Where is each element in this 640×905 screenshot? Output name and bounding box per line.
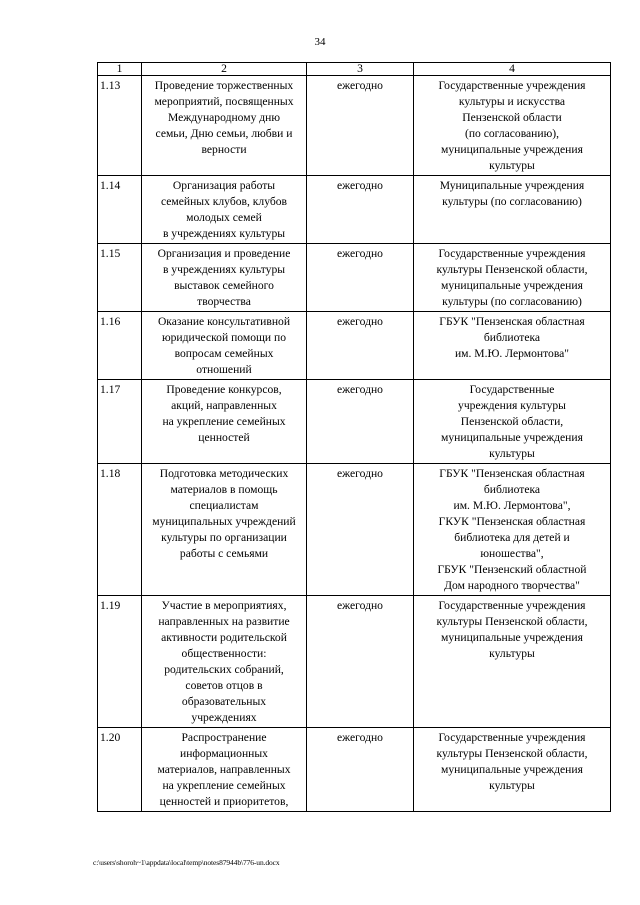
responsible-cell <box>414 312 611 380</box>
responsible-cell <box>414 596 611 728</box>
responsible-line: библиотека <box>483 483 541 496</box>
event-line: семьи, Дню семьи, любви и <box>155 127 293 140</box>
responsible-line: культуры <box>489 447 535 460</box>
event-line: Организация работы <box>172 179 276 192</box>
responsible-line: культуры Пензенской области, <box>436 615 588 628</box>
responsible-line: муниципальные учреждения <box>441 631 583 644</box>
responsible-line: ГБУК "Пензенский областной <box>437 563 587 576</box>
event-line: Оказание консультативной <box>157 315 291 328</box>
event-line: муниципальных учреждений <box>152 515 296 528</box>
event-line: молодых семей <box>186 211 262 224</box>
table-row <box>98 596 611 728</box>
table-row <box>98 464 611 596</box>
plan-table <box>97 62 611 812</box>
row-number: 1.18 <box>98 464 142 596</box>
responsible-line: культуры Пензенской области, <box>436 263 588 276</box>
event-line: Проведение торжественных <box>154 79 294 92</box>
responsible-line: ГБУК "Пензенская областная <box>439 467 585 480</box>
event-cell <box>142 312 307 380</box>
row-number: 1.14 <box>98 176 142 244</box>
event-line: советов отцов в <box>185 679 263 692</box>
responsible-line: муниципальные учреждения <box>441 143 583 156</box>
responsible-cell <box>414 464 611 596</box>
event-cell <box>142 76 307 176</box>
responsible-line: Государственные учреждения <box>438 247 586 260</box>
row-number: 1.17 <box>98 380 142 464</box>
responsible-line: культуры <box>489 159 535 172</box>
responsible-line: муниципальные учреждения <box>441 763 583 776</box>
responsible-line: культуры Пензенской области, <box>436 747 588 760</box>
row-number: 1.13 <box>98 76 142 176</box>
event-line: выставок семейного <box>174 279 274 292</box>
period-cell: ежегодно <box>307 596 414 728</box>
event-line: информационных <box>180 747 268 760</box>
header-cell-period: 3 <box>307 63 414 76</box>
event-line: материалов в помощь <box>170 483 278 496</box>
event-line: отношений <box>196 363 252 376</box>
responsible-cell <box>414 176 611 244</box>
header-cell-number: 1 <box>98 63 142 76</box>
event-line: семейных клубов, клубов <box>160 195 288 208</box>
responsible-cell <box>414 380 611 464</box>
event-line: акций, направленных <box>171 399 277 412</box>
row-number: 1.20 <box>98 728 142 812</box>
event-line: Международному дню <box>167 111 281 124</box>
event-line: учреждениях <box>191 711 257 724</box>
responsible-line: Государственные учреждения <box>438 599 586 612</box>
event-line: общественности: <box>181 647 267 660</box>
event-line: родительских собраний, <box>164 663 284 676</box>
responsible-line: культуры (по согласованию) <box>442 195 582 208</box>
event-cell <box>142 596 307 728</box>
responsible-line: Государственные <box>469 383 555 396</box>
file-path-footer: c:\users\shoroh~1\appdata\local\temp\notes87944b\776-un.docx <box>93 858 280 867</box>
row-number: 1.16 <box>98 312 142 380</box>
period-cell: ежегодно <box>307 312 414 380</box>
table-row <box>98 244 611 312</box>
event-cell <box>142 464 307 596</box>
event-line: в учреждениях культуры <box>162 227 286 240</box>
period-cell: ежегодно <box>307 728 414 812</box>
responsible-line: культуры <box>489 779 535 792</box>
table-row <box>98 380 611 464</box>
event-line: Организация и проведение <box>157 247 291 260</box>
event-line: образовательных <box>181 695 267 708</box>
event-line: Распространение <box>181 731 267 744</box>
responsible-line: Дом народного творчества" <box>444 579 580 592</box>
header-cell-responsible: 4 <box>414 63 611 76</box>
responsible-line: ГБУК "Пензенская областная <box>439 315 585 328</box>
responsible-line: муниципальные учреждения <box>441 431 583 444</box>
event-line: творчества <box>197 295 251 308</box>
responsible-line: культуры и искусства <box>458 95 566 108</box>
event-cell <box>142 728 307 812</box>
period-cell: ежегодно <box>307 76 414 176</box>
event-line: Участие в мероприятиях, <box>161 599 287 612</box>
responsible-cell <box>414 76 611 176</box>
event-line: ценностей и приоритетов, <box>159 795 289 808</box>
period-cell: ежегодно <box>307 380 414 464</box>
responsible-line: юношества", <box>480 547 544 560</box>
responsible-line: ГКУК "Пензенская областная <box>438 515 586 528</box>
event-line: в учреждениях культуры <box>162 263 286 276</box>
table-row <box>98 312 611 380</box>
event-cell <box>142 244 307 312</box>
table-row <box>98 76 611 176</box>
event-line: культуры по организации <box>161 531 287 544</box>
responsible-line: учреждения культуры <box>458 399 566 412</box>
period-cell: ежегодно <box>307 464 414 596</box>
responsible-line: муниципальные учреждения <box>441 279 583 292</box>
responsible-line: им. М.Ю. Лермонтова", <box>453 499 571 512</box>
event-line: Подготовка методических <box>159 467 289 480</box>
page-number: 34 <box>314 36 326 48</box>
responsible-line: культуры <box>489 647 535 660</box>
period-cell: ежегодно <box>307 176 414 244</box>
responsible-line: библиотека для детей и <box>454 531 570 544</box>
event-line: ценностей <box>198 431 250 444</box>
responsible-line: Муниципальные учреждения <box>439 179 585 192</box>
period-cell: ежегодно <box>307 244 414 312</box>
responsible-line: им. М.Ю. Лермонтова" <box>454 347 570 360</box>
event-line: мероприятий, посвященных <box>154 95 294 108</box>
event-line: специалистам <box>189 499 259 512</box>
event-line: направленных на развитие <box>158 615 290 628</box>
responsible-line: Пензенской области, <box>460 415 564 428</box>
responsible-cell <box>414 244 611 312</box>
header-cell-event: 2 <box>142 63 307 76</box>
event-cell <box>142 176 307 244</box>
event-line: вопросам семейных <box>174 347 274 360</box>
responsible-line: библиотека <box>483 331 541 344</box>
row-number: 1.19 <box>98 596 142 728</box>
table-row <box>98 728 611 812</box>
responsible-line: культуры (по согласованию) <box>442 295 582 308</box>
event-cell <box>142 380 307 464</box>
table-row <box>98 176 611 244</box>
event-line: на укрепление семейных <box>162 415 286 428</box>
row-number: 1.15 <box>98 244 142 312</box>
responsible-line: Пензенской области <box>462 111 562 124</box>
responsible-line: Государственные учреждения <box>438 79 586 92</box>
event-line: верности <box>201 143 247 156</box>
responsible-cell <box>414 728 611 812</box>
event-line: на укрепление семейных <box>162 779 286 792</box>
responsible-line: (по согласованию), <box>464 127 560 140</box>
event-line: активности родительской <box>161 631 287 644</box>
event-line: юридической помощи по <box>161 331 287 344</box>
event-line: материалов, направленных <box>157 763 291 776</box>
table-header-row <box>98 63 611 76</box>
event-line: Проведение конкурсов, <box>166 383 282 396</box>
event-line: работы с семьями <box>179 547 269 560</box>
responsible-line: Государственные учреждения <box>438 731 586 744</box>
